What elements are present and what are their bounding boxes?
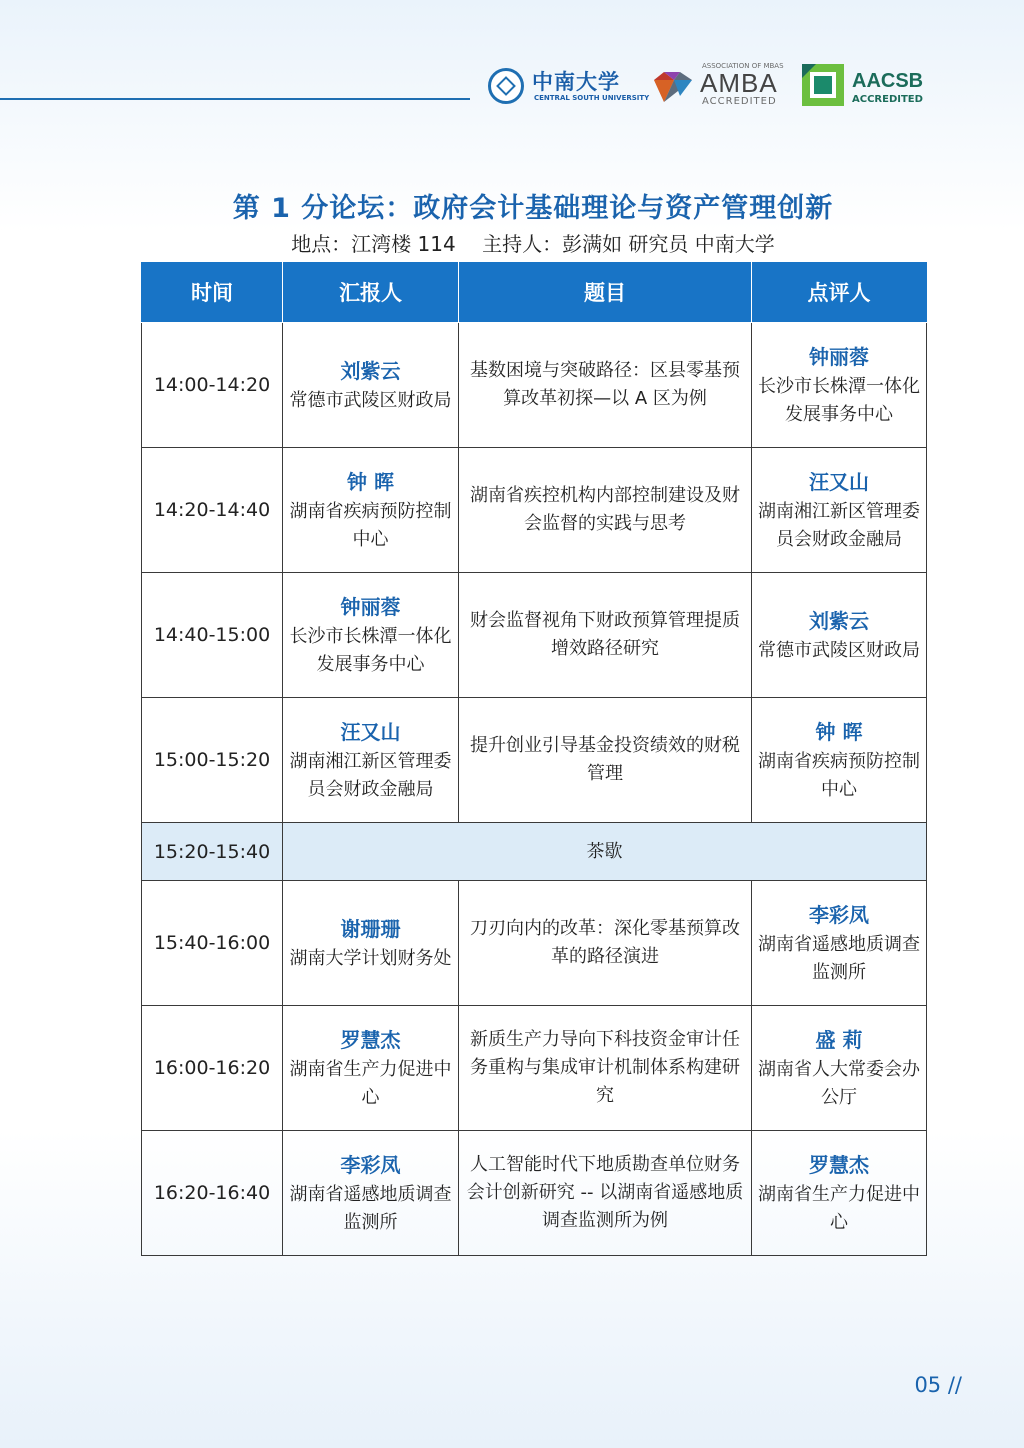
header-presenter: 汇报人 [283, 262, 459, 323]
amba-accredited: ACCREDITED [702, 96, 777, 107]
break-row [142, 823, 927, 881]
topic-cell: 湖南省疾控机构内部控制建设及财会监督的实践与思考 [459, 448, 752, 573]
table-row [142, 1006, 927, 1131]
time-cell: 14:40-15:00 [142, 573, 283, 698]
logo-bar [488, 62, 938, 110]
presenter-name: 谢珊珊 [340, 917, 401, 941]
amba-gem-icon [650, 70, 696, 104]
presenter-name: 罗慧杰 [340, 1028, 401, 1052]
reviewer-org: 湖南省疾病预防控制中心 [758, 751, 920, 800]
time-cell: 16:00-16:20 [142, 1006, 283, 1131]
table-row [142, 323, 927, 448]
presenter-org: 湖南湘江新区管理委员会财政金融局 [289, 751, 452, 800]
time-cell: 15:40-16:00 [142, 881, 283, 1006]
reviewer-org: 长沙市长株潭一体化发展事务中心 [758, 376, 920, 425]
topic-cell: 新质生产力导向下科技资金审计任务重构与集成审计机制体系构建研究 [459, 1006, 752, 1131]
aacsb-name: AACSB [852, 70, 924, 92]
table-row [142, 573, 927, 698]
reviewer-cell [752, 1006, 927, 1131]
presenter-cell [283, 448, 459, 573]
aacsb-mark-icon [802, 64, 844, 106]
reviewer-org: 湖南省生产力促进中心 [758, 1184, 920, 1233]
table-row [142, 1131, 927, 1256]
csu-seal-icon [488, 68, 524, 104]
reviewer-cell [752, 881, 927, 1006]
header-rule [0, 98, 470, 100]
presenter-cell [283, 1131, 459, 1256]
header-topic: 题目 [459, 262, 752, 323]
table-header-row [142, 262, 927, 323]
time-cell: 14:00-14:20 [142, 323, 283, 448]
csu-logo [488, 66, 650, 106]
csu-name-cn: 中南大学 [532, 69, 620, 94]
presenter-name: 钟丽蓉 [340, 595, 401, 619]
forum-host: 主持人：彭满如 研究员 中南大学 [482, 232, 775, 256]
presenter-cell [283, 1006, 459, 1131]
time-cell: 16:20-16:40 [142, 1131, 283, 1256]
reviewer-cell [752, 698, 927, 823]
topic-cell: 财会监督视角下财政预算管理提质增效路径研究 [459, 573, 752, 698]
reviewer-name: 刘紫云 [809, 609, 869, 633]
topic-cell: 人工智能时代下地质勘查单位财务会计创新研究 -- 以湖南省遥感地质调查监测所为例 [459, 1131, 752, 1256]
break-time: 15:20-15:40 [142, 823, 283, 881]
presenter-org: 湖南省疾病预防控制中心 [289, 501, 452, 550]
presenter-cell [283, 323, 459, 448]
reviewer-org: 湖南湘江新区管理委员会财政金融局 [758, 501, 920, 550]
presenter-org: 湖南省遥感地质调查监测所 [289, 1184, 452, 1233]
aacsb-logo [802, 64, 942, 108]
topic-cell: 提升创业引导基金投资绩效的财税管理 [459, 698, 752, 823]
presenter-name: 钟 晖 [347, 470, 394, 494]
reviewer-name: 罗慧杰 [809, 1153, 869, 1177]
table-row [142, 448, 927, 573]
presenter-org: 湖南省生产力促进中心 [289, 1059, 452, 1108]
presenter-org: 长沙市长株潭一体化发展事务中心 [289, 626, 452, 675]
reviewer-name: 盛 莉 [815, 1028, 863, 1052]
reviewer-cell [752, 448, 927, 573]
presenter-cell [283, 698, 459, 823]
time-cell: 14:20-14:40 [142, 448, 283, 573]
schedule-table [141, 262, 927, 1256]
presenter-cell [283, 573, 459, 698]
presenter-name: 汪又山 [340, 720, 401, 744]
reviewer-cell [752, 323, 927, 448]
page-number: 05 // [914, 1373, 962, 1397]
table-row [142, 698, 927, 823]
forum-location: 地点：江湾楼 114 [291, 232, 456, 256]
presenter-cell [283, 881, 459, 1006]
time-cell: 15:00-15:20 [142, 698, 283, 823]
reviewer-org: 湖南省遥感地质调查监测所 [758, 934, 920, 983]
presenter-name: 李彩凤 [340, 1153, 401, 1177]
presenter-name: 刘紫云 [340, 359, 401, 383]
aacsb-accredited: ACCREDITED [852, 94, 923, 105]
csu-name-en: CENTRAL SOUTH UNIVERSITY [534, 94, 650, 102]
topic-cell: 刀刃向内的改革：深化零基预算改革的路径演进 [459, 881, 752, 1006]
reviewer-cell [752, 573, 927, 698]
amba-association: ASSOCIATION OF MBAS [702, 62, 784, 70]
forum-title: 第 1 分论坛：政府会计基础理论与资产管理创新 [232, 193, 834, 224]
presenter-org: 常德市武陵区财政局 [289, 390, 452, 411]
reviewer-name: 汪又山 [809, 470, 869, 494]
amba-name: AMBA [700, 68, 778, 98]
topic-cell: 基数困境与突破路径：区县零基预算改革初探—以 A 区为例 [459, 323, 752, 448]
header-time: 时间 [142, 262, 283, 323]
table-row [142, 881, 927, 1006]
reviewer-org: 常德市武陵区财政局 [758, 640, 920, 661]
header-reviewer: 点评人 [752, 262, 927, 323]
reviewer-cell [752, 1131, 927, 1256]
break-label: 茶歇 [283, 823, 927, 881]
forum-subtitle [0, 228, 1024, 257]
presenter-org: 湖南大学计划财务处 [289, 948, 452, 969]
reviewer-name: 李彩凤 [809, 903, 869, 927]
reviewer-name: 钟丽蓉 [809, 345, 869, 369]
reviewer-name: 钟 晖 [815, 720, 863, 744]
amba-logo [650, 62, 784, 110]
reviewer-org: 湖南省人大常委会办公厅 [758, 1059, 920, 1108]
